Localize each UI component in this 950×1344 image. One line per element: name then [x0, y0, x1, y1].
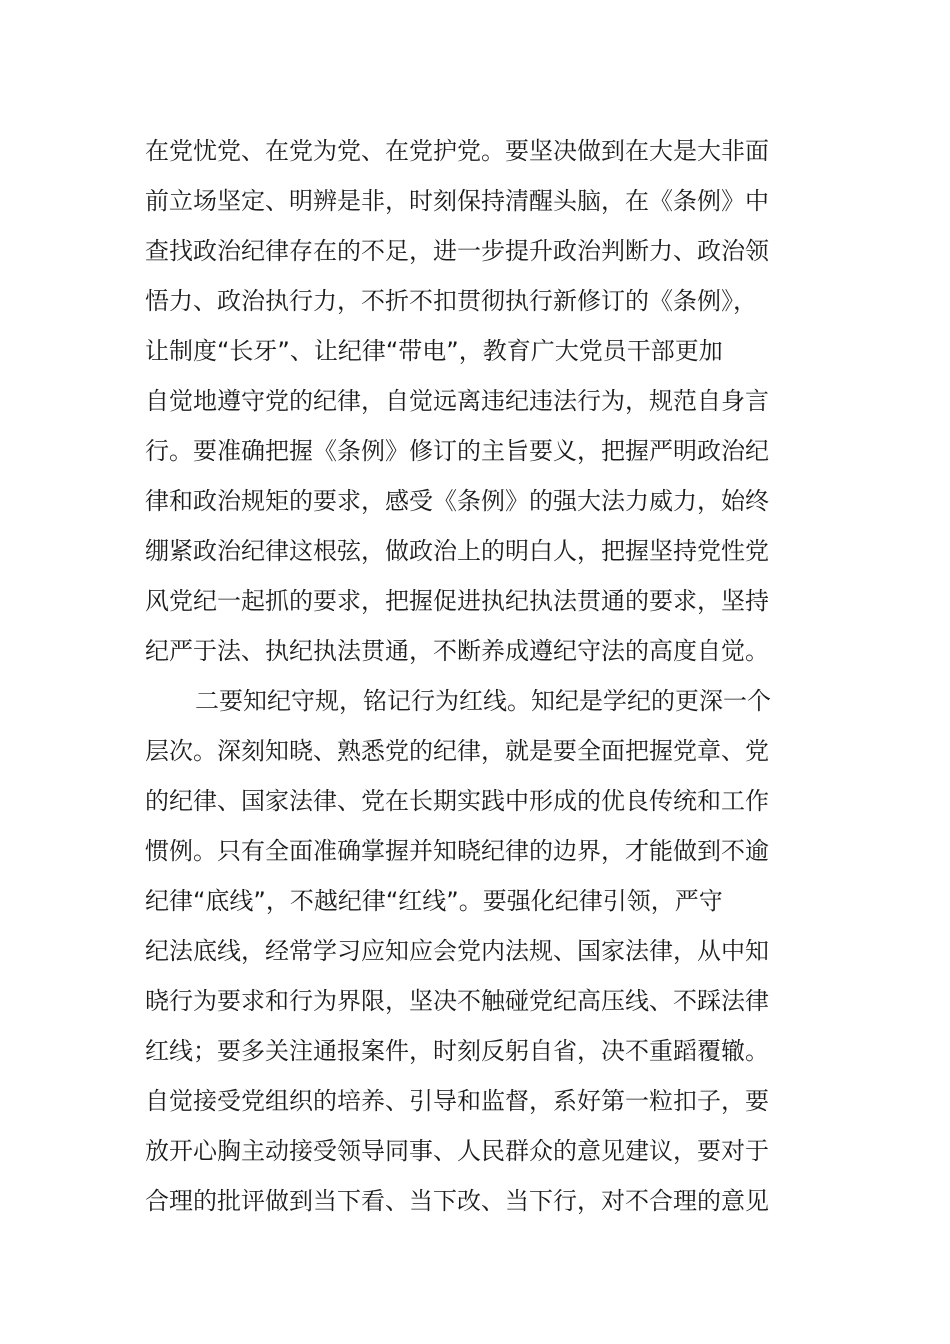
text-line: 红线；要多关注通报案件，时刻反躬自省，决不重蹈覆辙。: [145, 1037, 769, 1065]
text-line: 自觉地遵守党的纪律，自觉远离违纪违法行为，规范自身言: [145, 387, 769, 415]
text-line: 惯例。只有全面准确掌握并知晓纪律的边界，才能做到不逾: [145, 837, 769, 865]
text-line: 律和政治规矩的要求，感受《条例》的强大法力威力，始终: [145, 487, 769, 515]
text-line: 在党忧党、在党为党、在党护党。要坚决做到在大是大非面: [145, 137, 769, 165]
text-line: 行。要准确把握《条例》修订的主旨要义，把握严明政治纪: [145, 437, 769, 465]
text-line: 风党纪一起抓的要求，把握促进执纪执法贯通的要求，坚持: [145, 587, 769, 615]
text-line: 纪严于法、执纪执法贯通，不断养成遵纪守法的高度自觉。: [145, 637, 769, 665]
text-line: 纪法底线，经常学习应知应会党内法规、国家法律，从中知: [145, 937, 769, 965]
text-line: 前立场坚定、明辨是非，时刻保持清醒头脑，在《条例》中: [145, 187, 769, 215]
text-line: 纪律“底线”，不越纪律“红线”。要强化纪律引领，严守: [145, 887, 723, 915]
text-line: 放开心胸主动接受领导同事、人民群众的意见建议，要对于: [145, 1137, 769, 1165]
text-line: 悟力、政治执行力，不折不扣贯彻执行新修订的《条例》，: [145, 287, 757, 315]
text-line: 绷紧政治纪律这根弦，做政治上的明白人，把握坚持党性党: [145, 537, 769, 565]
text-line: 自觉接受党组织的培养、引导和监督，系好第一粒扣子，要: [145, 1087, 769, 1115]
text-line: 的纪律、国家法律、党在长期实践中形成的优良传统和工作: [145, 787, 769, 815]
text-line: 层次。深刻知晓、熟悉党的纪律，就是要全面把握党章、党: [145, 737, 769, 765]
text-line: 晓行为要求和行为界限，坚决不触碰党纪高压线、不踩法律: [145, 987, 769, 1015]
paragraph-start-line: 二要知纪守规，铭记行为红线。知纪是学纪的更深一个: [195, 687, 771, 715]
body-text: [145, 126, 805, 1226]
text-line: 合理的批评做到当下看、当下改、当下行，对不合理的意见: [145, 1187, 769, 1215]
text-line: 让制度“长牙”、让纪律“带电”，教育广大党员干部更加: [145, 337, 723, 365]
text-line: 查找政治纪律存在的不足，进一步提升政治判断力、政治领: [145, 237, 769, 265]
